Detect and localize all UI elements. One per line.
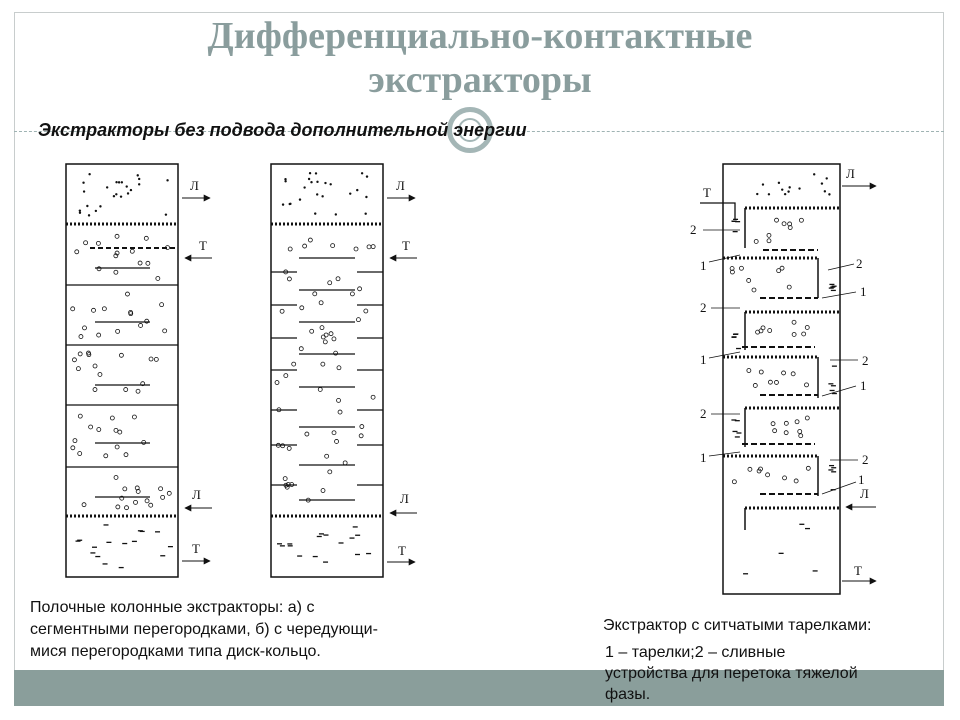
- light-phase-dot: [316, 193, 318, 195]
- light-phase-dot: [118, 181, 120, 183]
- light-phase-dot: [106, 186, 108, 188]
- drop-mark: [303, 244, 307, 248]
- drop-mark: [93, 364, 97, 368]
- light-phase-dot: [364, 213, 366, 215]
- drop-mark: [802, 332, 806, 336]
- light-phase-dot: [95, 210, 97, 212]
- column-a-light-in-label: Л: [192, 487, 201, 502]
- light-phase-dot: [88, 173, 90, 175]
- callout-leader: [822, 386, 856, 396]
- light-phase-dot: [788, 186, 790, 188]
- drop-mark: [114, 428, 118, 432]
- callout-plate-label: 1: [858, 472, 865, 487]
- drop-mark: [167, 491, 171, 495]
- title-line-1: Дифференциально-контактные: [207, 15, 753, 57]
- drop-mark: [300, 306, 304, 310]
- light-phase-dot: [309, 172, 311, 174]
- drop-mark: [323, 340, 327, 344]
- drop-mark: [328, 281, 332, 285]
- drop-mark: [83, 326, 87, 330]
- drop-mark: [75, 250, 79, 254]
- drop-mark: [138, 261, 142, 265]
- drop-mark: [78, 452, 82, 456]
- drop-mark: [76, 367, 80, 371]
- drop-mark: [791, 372, 795, 376]
- drop-mark: [784, 431, 788, 435]
- drop-mark: [784, 421, 788, 425]
- light-phase-dot: [756, 193, 758, 195]
- drop-mark: [159, 487, 163, 491]
- drop-mark: [805, 416, 809, 420]
- light-phase-dot: [79, 209, 81, 211]
- column-a-heavy-out-label: Т: [192, 541, 200, 556]
- light-phase-dot: [138, 183, 140, 185]
- callout-downcomer-label: 2: [700, 300, 707, 315]
- light-phase-dot: [99, 205, 101, 207]
- drop-mark: [313, 292, 317, 296]
- drop-mark: [732, 480, 736, 484]
- column-c-shell: [723, 164, 840, 594]
- drop-mark: [71, 446, 75, 450]
- drop-mark: [78, 414, 82, 418]
- drop-mark: [752, 288, 756, 292]
- column-c-sieve-tray: [690, 164, 876, 594]
- drop-mark: [288, 247, 292, 251]
- drop-mark: [766, 473, 770, 477]
- light-phase-dot: [778, 182, 780, 184]
- drop-mark: [118, 430, 122, 434]
- drop-mark: [114, 475, 118, 479]
- drop-mark: [79, 335, 83, 339]
- column-a-light-phase-dots: [79, 173, 169, 217]
- light-phase-dot: [138, 178, 140, 180]
- light-phase-dot: [824, 190, 826, 192]
- drop-mark: [767, 239, 771, 243]
- drop-mark: [110, 416, 114, 420]
- callout-leader: [822, 292, 856, 298]
- column-c-light-out-label: Л: [846, 166, 855, 181]
- light-phase-dot: [821, 182, 823, 184]
- drop-mark: [767, 233, 771, 237]
- drop-mark: [331, 244, 335, 248]
- left-figure-caption: [30, 597, 450, 663]
- drop-mark: [768, 329, 772, 333]
- callout-plate-label: 1: [700, 450, 707, 465]
- light-phase-dot: [127, 192, 129, 194]
- drop-mark: [358, 287, 362, 291]
- drop-mark: [281, 444, 285, 448]
- drop-mark: [359, 434, 363, 438]
- drop-mark: [792, 332, 796, 336]
- drop-mark: [799, 434, 803, 438]
- drop-mark: [354, 247, 358, 251]
- drop-mark: [280, 309, 284, 313]
- callout-leader: [822, 482, 856, 494]
- drop-mark: [320, 326, 324, 330]
- drop-mark: [275, 381, 279, 385]
- light-phase-dot: [826, 177, 828, 179]
- drop-mark: [82, 503, 86, 507]
- drop-mark: [318, 387, 322, 391]
- drop-mark: [115, 445, 119, 449]
- drop-mark: [284, 374, 288, 378]
- drop-mark: [73, 439, 77, 443]
- light-phase-dot: [299, 198, 301, 200]
- left-caption-line-2: сегментными перегородками, б) с чередующи-: [30, 621, 378, 638]
- drop-mark: [124, 453, 128, 457]
- drop-mark: [321, 489, 325, 493]
- drop-mark: [792, 320, 796, 324]
- column-b-heavy-phase-dashes: [277, 527, 371, 562]
- callout-plate-label: 1: [860, 378, 867, 393]
- drop-mark: [338, 410, 342, 414]
- light-phase-dot: [137, 174, 139, 176]
- light-phase-dot: [349, 192, 351, 194]
- drop-mark: [156, 276, 160, 280]
- light-phase-dot: [335, 213, 337, 215]
- drop-mark: [798, 430, 802, 434]
- column-b-heavy-in-label: Т: [402, 238, 410, 253]
- left-caption-line-3: мися перегородками типа диск-кольцо.: [30, 643, 321, 660]
- light-phase-dot: [366, 175, 368, 177]
- light-phase-dot: [88, 214, 90, 216]
- light-phase-dot: [361, 172, 363, 174]
- drop-mark: [98, 372, 102, 376]
- right-caption-line-1: 1 – тарелки;2 – сливные: [605, 644, 786, 661]
- drop-mark: [132, 415, 136, 419]
- drop-mark: [71, 307, 75, 311]
- column-c-light-phase-dots: [756, 173, 831, 195]
- drop-mark: [125, 506, 129, 510]
- drop-mark: [337, 398, 341, 402]
- drop-mark: [125, 292, 129, 296]
- column-b-light-out-label: Л: [396, 178, 405, 193]
- drop-mark: [310, 329, 314, 333]
- column-b-light-in-label: Л: [400, 491, 409, 506]
- drop-mark: [773, 429, 777, 433]
- drop-mark: [102, 307, 106, 311]
- column-a-segment-baffles: [66, 164, 212, 577]
- column-b-disc-ring-baffles: [271, 164, 417, 577]
- drop-mark: [319, 301, 323, 305]
- light-phase-dot: [813, 173, 815, 175]
- drop-mark: [371, 245, 375, 249]
- drop-mark: [350, 292, 354, 296]
- right-caption-line-3: фазы.: [605, 686, 651, 703]
- light-phase-dot: [115, 193, 117, 195]
- drop-mark: [775, 218, 779, 222]
- callout-downcomer-label: 2: [700, 406, 707, 421]
- drop-mark: [364, 309, 368, 313]
- drop-mark: [321, 335, 325, 339]
- callout-leader: [828, 264, 854, 270]
- light-phase-dot: [315, 172, 317, 174]
- callout-plate-label: 1: [700, 258, 707, 273]
- drop-mark: [287, 446, 291, 450]
- light-phase-dot: [303, 186, 305, 188]
- light-phase-dot: [282, 203, 284, 205]
- column-c-light-in-label: Л: [860, 486, 869, 501]
- light-phase-dot: [324, 182, 326, 184]
- right-figure-caption: [605, 642, 905, 705]
- column-a-heavy-in-label: Т: [199, 238, 207, 253]
- drop-mark: [149, 357, 153, 361]
- drop-mark: [78, 352, 82, 356]
- light-phase-dot: [781, 188, 783, 190]
- light-phase-dot: [314, 212, 316, 214]
- drop-mark: [324, 333, 328, 337]
- drop-mark: [130, 249, 134, 253]
- column-c-heavy-in-label: Т: [703, 185, 711, 200]
- drop-mark: [783, 476, 787, 480]
- drop-mark: [163, 329, 167, 333]
- drop-mark: [97, 267, 101, 271]
- drop-mark: [96, 241, 100, 245]
- drop-mark: [332, 337, 336, 341]
- right-caption-line-2: устройства для перетока тяжелой: [605, 665, 858, 682]
- drop-mark: [806, 466, 810, 470]
- callout-downcomer-label: 2: [862, 452, 869, 467]
- column-b-light-phase-dots: [282, 172, 368, 216]
- drop-mark: [299, 347, 303, 351]
- drop-mark: [89, 425, 93, 429]
- drop-mark: [332, 431, 336, 435]
- drop-mark: [161, 495, 165, 499]
- drop-mark: [287, 277, 291, 281]
- drop-mark: [145, 499, 149, 503]
- light-phase-dot: [784, 193, 786, 195]
- light-phase-dot: [130, 189, 132, 191]
- light-phase-dot: [165, 213, 167, 215]
- light-phase-dot: [284, 180, 286, 182]
- light-phase-dot: [356, 189, 358, 191]
- drop-mark: [119, 353, 123, 357]
- light-phase-dot: [308, 178, 310, 180]
- drop-mark: [739, 266, 743, 270]
- light-phase-dot: [321, 195, 323, 197]
- callout-downcomer-label: 2: [856, 256, 863, 271]
- light-phase-dot: [762, 183, 764, 185]
- drop-mark: [97, 333, 101, 337]
- drop-mark: [337, 366, 341, 370]
- drop-mark: [134, 500, 138, 504]
- slide-subtitle: Экстракторы без подвода дополнительной энергии: [38, 120, 527, 140]
- light-phase-dot: [329, 183, 331, 185]
- drop-mark: [104, 454, 108, 458]
- drop-mark: [360, 425, 364, 429]
- drop-mark: [367, 245, 371, 249]
- drop-mark: [753, 383, 757, 387]
- light-phase-dot: [768, 193, 770, 195]
- drop-mark: [97, 428, 101, 432]
- column-c-heavy-phase-dashes: [731, 219, 837, 573]
- light-phase-dot: [828, 193, 830, 195]
- drop-mark: [136, 389, 140, 393]
- light-phase-dot: [121, 181, 123, 183]
- drop-mark: [371, 395, 375, 399]
- drop-mark: [794, 479, 798, 483]
- column-a-light-out-label: Л: [190, 178, 199, 193]
- light-phase-dot: [86, 205, 88, 207]
- drop-mark: [747, 278, 751, 282]
- drop-mark: [116, 329, 120, 333]
- drop-mark: [84, 241, 88, 245]
- drop-mark: [761, 326, 765, 330]
- column-a-heavy-phase-dashes: [76, 525, 173, 568]
- light-phase-dot: [316, 181, 318, 183]
- drop-mark: [308, 238, 312, 242]
- column-c-heavy-inlet-pipe: [700, 203, 735, 220]
- light-phase-dot: [83, 190, 85, 192]
- light-phase-dot: [284, 178, 286, 180]
- drop-mark: [283, 477, 287, 481]
- light-phase-dot: [82, 182, 84, 184]
- callout-downcomer-label: 2: [690, 222, 697, 237]
- drop-mark: [144, 236, 148, 240]
- drop-mark: [115, 234, 119, 238]
- drop-mark: [336, 277, 340, 281]
- drop-mark: [805, 383, 809, 387]
- light-phase-dot: [798, 187, 800, 189]
- drop-mark: [343, 461, 347, 465]
- drop-mark: [325, 454, 329, 458]
- drop-mark: [782, 371, 786, 375]
- column-a-drops: [71, 234, 172, 509]
- drop-mark: [747, 369, 751, 373]
- callout-plate-label: 1: [860, 284, 867, 299]
- column-c-heavy-out-label: Т: [854, 563, 862, 578]
- callout-downcomer-label: 2: [862, 353, 869, 368]
- light-phase-dot: [120, 195, 122, 197]
- light-phase-dot: [166, 179, 168, 181]
- drop-mark: [321, 362, 325, 366]
- drop-mark: [149, 503, 153, 507]
- drop-mark: [92, 308, 96, 312]
- drop-mark: [329, 332, 333, 336]
- drop-mark: [748, 467, 752, 471]
- drop-mark: [795, 420, 799, 424]
- light-phase-dot: [126, 185, 128, 187]
- callout-plate-label: 1: [700, 352, 707, 367]
- column-b-heavy-out-label: Т: [398, 543, 406, 558]
- light-phase-dot: [113, 195, 115, 197]
- drop-mark: [305, 432, 309, 436]
- drop-mark: [124, 388, 128, 392]
- right-figure-caption-title: Экстрактор с ситчатыми тарелками:: [603, 617, 872, 634]
- title-line-2: экстракторы: [368, 59, 592, 101]
- light-phase-dot: [787, 190, 789, 192]
- drop-mark: [139, 323, 143, 327]
- drop-mark: [768, 380, 772, 384]
- drop-mark: [777, 269, 781, 273]
- drop-mark: [782, 222, 786, 226]
- drop-mark: [759, 370, 763, 374]
- light-phase-dot: [79, 212, 81, 214]
- drop-mark: [774, 380, 778, 384]
- drop-mark: [154, 357, 158, 361]
- drop-mark: [754, 239, 758, 243]
- drop-mark: [335, 439, 339, 443]
- drop-mark: [72, 358, 76, 362]
- drop-mark: [328, 470, 332, 474]
- drop-mark: [116, 505, 120, 509]
- drop-mark: [123, 487, 127, 491]
- drop-mark: [160, 303, 164, 307]
- drop-mark: [787, 285, 791, 289]
- drop-mark: [799, 218, 803, 222]
- light-phase-dot: [115, 181, 117, 183]
- left-caption-line-1: Полочные колонные экстракторы: а) с: [30, 599, 315, 616]
- drop-mark: [292, 362, 296, 366]
- drop-mark: [93, 388, 97, 392]
- drop-mark: [356, 318, 360, 322]
- drop-mark: [771, 422, 775, 426]
- light-phase-dot: [365, 196, 367, 198]
- drop-mark: [114, 270, 118, 274]
- drop-mark: [146, 261, 150, 265]
- light-phase-dot: [289, 203, 291, 205]
- light-phase-dot: [310, 181, 312, 183]
- drop-mark: [805, 325, 809, 329]
